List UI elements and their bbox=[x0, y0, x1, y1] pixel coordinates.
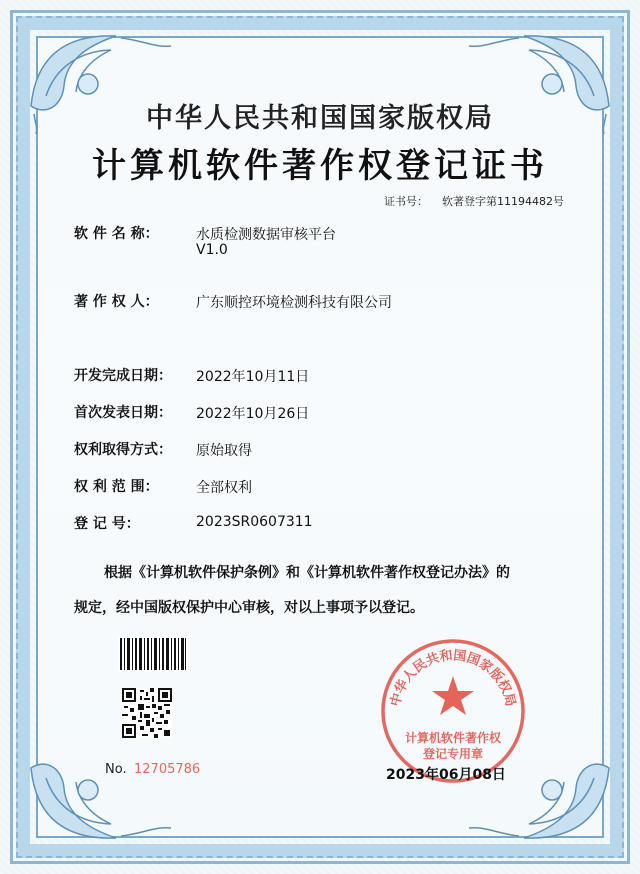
corner-ornament-bottom-left bbox=[26, 738, 176, 848]
certificate-number bbox=[384, 193, 564, 209]
field-label-software-name: 软 件 名 称： bbox=[74, 226, 159, 242]
certificate-number-value: 软著登字第11194482号 bbox=[442, 195, 564, 208]
statement-line-1: 根据《计算机软件保护条例》和《计算机软件著作权登记办法》的 bbox=[104, 565, 510, 581]
barcode-image bbox=[118, 636, 188, 672]
field-label-copyright-owner: 著 作 权 人： bbox=[74, 294, 159, 310]
field-value-registration-number: 2023SR0607311 bbox=[196, 514, 313, 530]
issuing-authority: 中华人民共和国国家版权局 bbox=[146, 103, 494, 134]
seal-ring-text: 中华人民共和国国家版权局 bbox=[388, 648, 518, 708]
certificate-number-label: 证书号： bbox=[384, 195, 428, 208]
certificate-title: 计算机软件著作权登记证书 bbox=[92, 146, 548, 186]
seal-line-2: 登记专用章 bbox=[422, 747, 484, 761]
field-value-publication-date: 2022年10月26日 bbox=[196, 406, 310, 422]
statement-line-2: 规定，经中国版权保护中心审核，对以上事项予以登记。 bbox=[74, 600, 424, 616]
field-value-software-name: 水质检测数据审核平台 bbox=[196, 227, 336, 243]
field-label-rights-scope: 权 利 范 围： bbox=[74, 479, 159, 495]
field-value-completion-date: 2022年10月11日 bbox=[196, 369, 310, 385]
field-label-completion-date: 开发完成日期： bbox=[74, 368, 172, 384]
qr-code-image bbox=[122, 688, 172, 738]
issue-date: 2023年06月08日 bbox=[386, 767, 506, 783]
serial-number-label: No. bbox=[105, 762, 127, 777]
field-value-acquisition-method: 原始取得 bbox=[196, 443, 252, 459]
seal-line-1: 计算机软件著作权 bbox=[404, 731, 502, 745]
field-value-copyright-owner: 广东顺控环境检测科技有限公司 bbox=[196, 295, 392, 311]
field-label-acquisition-method: 权利取得方式： bbox=[74, 442, 172, 458]
field-label-publication-date: 首次发表日期： bbox=[74, 405, 172, 421]
serial-number-value: 12705786 bbox=[134, 762, 201, 777]
field-label-registration-number: 登 记 号： bbox=[74, 516, 140, 532]
field-value-rights-scope: 全部权利 bbox=[196, 480, 252, 496]
field-value-software-version: V1.0 bbox=[196, 242, 228, 258]
seal-star-icon bbox=[432, 676, 474, 715]
